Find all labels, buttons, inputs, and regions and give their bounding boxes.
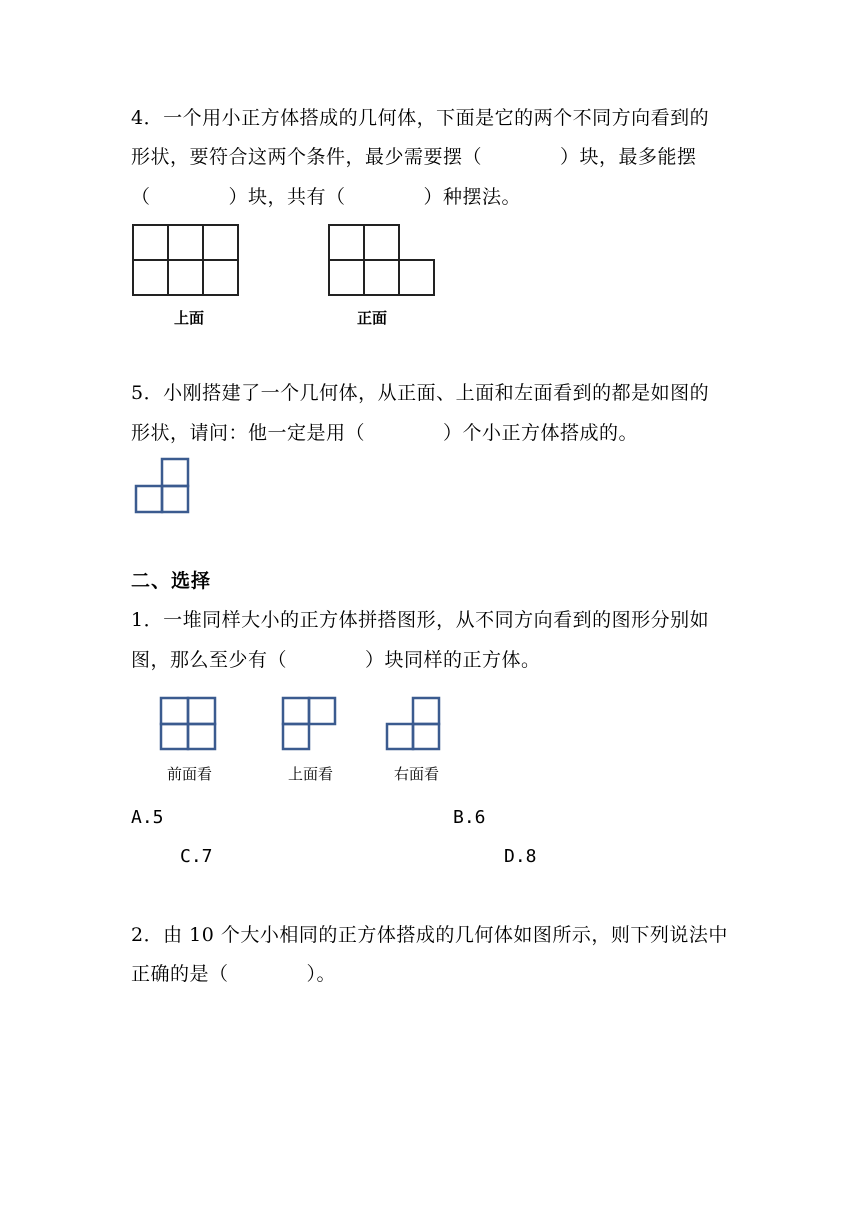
mc2-line-1: 2．由 10 个大小相同的正方体搭成的几何体如图所示，则下列说法中 (131, 924, 728, 946)
mc1-line-1: 1．一堆同样大小的正方体拼搭图形，从不同方向看到的图形分别如 (131, 609, 710, 631)
q4-caption-top: 上面 (174, 309, 205, 327)
q4-line-3: （ ）块，共有（ ）种摆法。 (131, 186, 522, 208)
mc1-caption-top: 上面看 (288, 765, 334, 783)
mc1-front-view-figure (159, 696, 219, 752)
mc1-option-c[interactable]: C.7 (180, 846, 213, 867)
q4-top-view-figure (131, 223, 241, 298)
q4-caption-front: 正面 (357, 309, 388, 327)
mc1-top-view-figure (281, 696, 341, 752)
q5-line-2: 形状，请问：他一定是用（ ）个小正方体搭成的。 (131, 422, 639, 444)
q5-line-1: 5．小刚搭建了一个几何体，从正面、上面和左面看到的都是如图的 (131, 382, 710, 404)
mc1-right-view-figure (385, 696, 445, 752)
q4-front-view-figure (327, 223, 437, 298)
q4-line-2: 形状，要符合这两个条件，最少需要摆（ ）块，最多能摆 (131, 146, 697, 168)
mc1-caption-front: 前面看 (167, 765, 213, 783)
mc2-line-2: 正确的是（ ）。 (131, 963, 337, 985)
q4-line-1: 4．一个用小正方体搭成的几何体，下面是它的两个不同方向看到的 (131, 107, 710, 129)
section-2-title: 二、选择 (131, 570, 212, 592)
mc1-option-b[interactable]: B.6 (453, 807, 486, 828)
mc1-option-d[interactable]: D.8 (504, 846, 537, 867)
mc1-option-a[interactable]: A.5 (131, 807, 164, 828)
mc1-line-2: 图，那么至少有（ ）块同样的正方体。 (131, 649, 541, 671)
q5-view-figure (134, 456, 192, 516)
mc1-caption-right: 右面看 (394, 765, 440, 783)
